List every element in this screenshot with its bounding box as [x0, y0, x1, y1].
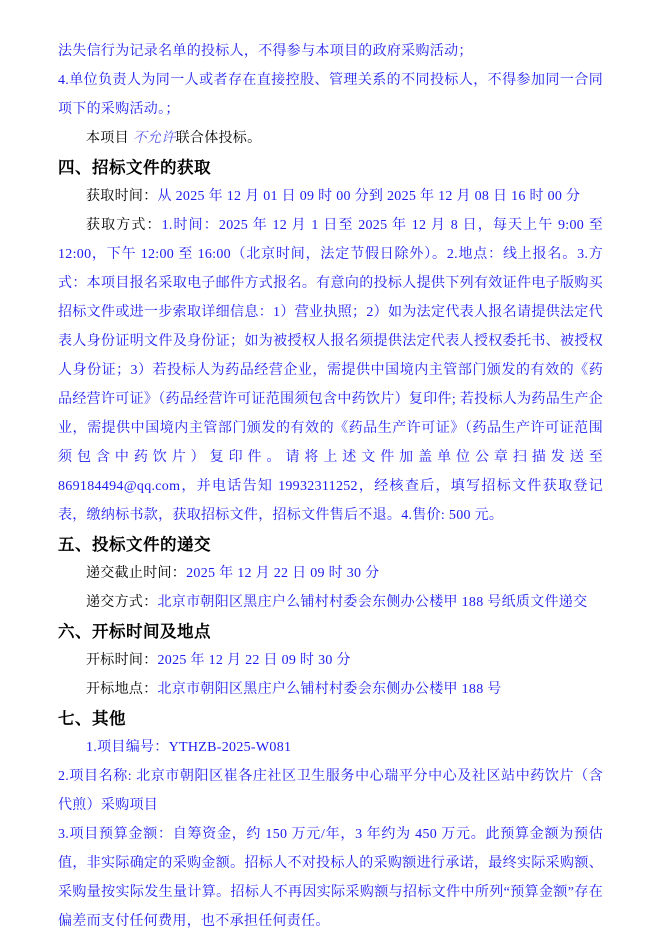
submit-deadline-label: 递交截止时间：: [86, 566, 187, 581]
section-heading-bid-submission: 五、投标文件的递交: [58, 535, 211, 554]
acquire-method-label: 获取方式：: [86, 218, 162, 233]
submit-method-label: 递交方式：: [86, 595, 158, 610]
section-heading-document-acquisition: 四、招标文件的获取: [58, 158, 211, 177]
consortium-note-suffix: 联合体投标。: [175, 131, 262, 146]
open-place-row: [58, 675, 603, 704]
section-heading-bid-opening: 六、开标时间及地点: [58, 622, 211, 641]
acquire-time-value: 从 2025 年 12 月 01 日 09 时 00 分到 2025 年 12 月 08 日 16 时 00 分: [157, 189, 581, 204]
consortium-note: [58, 124, 603, 153]
submit-method-row: [58, 588, 603, 617]
consortium-note-prefix: 本项目: [86, 131, 133, 146]
acquire-time-label: 获取时间：: [86, 189, 158, 204]
acquire-method-value: 1.时间：2025 年 12 月 1 日至 2025 年 12 月 8 日，每天上午 9:00 至 12:00，下午 12:00 至 16:00（北京时间，法定节假日除外）。2.地点：线上报名。3.方式：本项目报名采取电子邮件方式报名。有意向的投标人提供下列有效证件电子版购买招标文件或进一步索取详细信息：1）营业执照；2）如为法定代表人报名请提供法定代表人身份证明文件及身份证；如为被授权人报名须提供法定代表人授权委托书、被授权人身份证；3）若投标人为药品经营企业，需提供中国境内主管部门颁发的有效的《药品经营许可证》（药品经营许可证范围须包含中药饮片）复印件; 若投标人为药品生产企业，需提供中国境内主管部门颁发的有效的《药品生产许可证》（药品生产许可证范围须包含中药饮片）复印件。请将上述文件加盖单位公章扫描发送至 869184494@qq.com，并电话告知 19932311252，经核查后，填写招标文件获取登记表，缴纳标书款，获取招标文件，招标文件售后不退。4.售价: 500 元。: [58, 218, 603, 523]
other-project-budget: 3.项目预算金额：自筹资金，约 150 万元/年，3 年约为 450 万元。此预算金额为预估值，非实际确定的采购金额。招标人不对投标人的采购额进行承诺，最终实际采购额、采购量按实际发生量计算。招标人不再因实际采购额与招标文件中所列“预算金额”存在偏差而支付任何费用，也不承担任何责任。: [58, 827, 603, 929]
open-time-label: 开标时间：: [86, 653, 158, 668]
other-project-name: 2.项目名称: 北京市朝阳区崔各庄社区卫生服务中心瑞平分中心及社区站中药饮片（含代煎）采购项目: [58, 769, 603, 813]
not-allowed-emphasis: 不允许: [132, 131, 176, 146]
continuation-paragraph: 法失信行为记录名单的投标人，不得参与本项目的政府采购活动；: [58, 44, 473, 59]
submit-deadline-value: 2025 年 12 月 22 日 09 时 30 分: [186, 566, 380, 581]
acquire-time-row: [58, 182, 603, 211]
acquire-method-paragraph: [58, 211, 603, 530]
section-heading-other: 七、其他: [58, 709, 126, 728]
open-place-value: 北京市朝阳区黑庄户么铺村村委会东侧办公楼甲 188 号: [157, 682, 502, 697]
submit-method-value: 北京市朝阳区黑庄户么铺村村委会东侧办公楼甲 188 号纸质文件递交: [157, 595, 588, 610]
other-project-number: 1.项目编号：YTHZB-2025-W081: [86, 740, 292, 755]
submit-deadline-row: [58, 559, 603, 588]
open-place-label: 开标地点：: [86, 682, 158, 697]
open-time-row: [58, 646, 603, 675]
open-time-value: 2025 年 12 月 22 日 09 时 30 分: [157, 653, 351, 668]
clause-4-paragraph: 4.单位负责人为同一人或者存在直接控股、管理关系的不同投标人，不得参加同一合同项下的采购活动。；: [58, 73, 603, 117]
